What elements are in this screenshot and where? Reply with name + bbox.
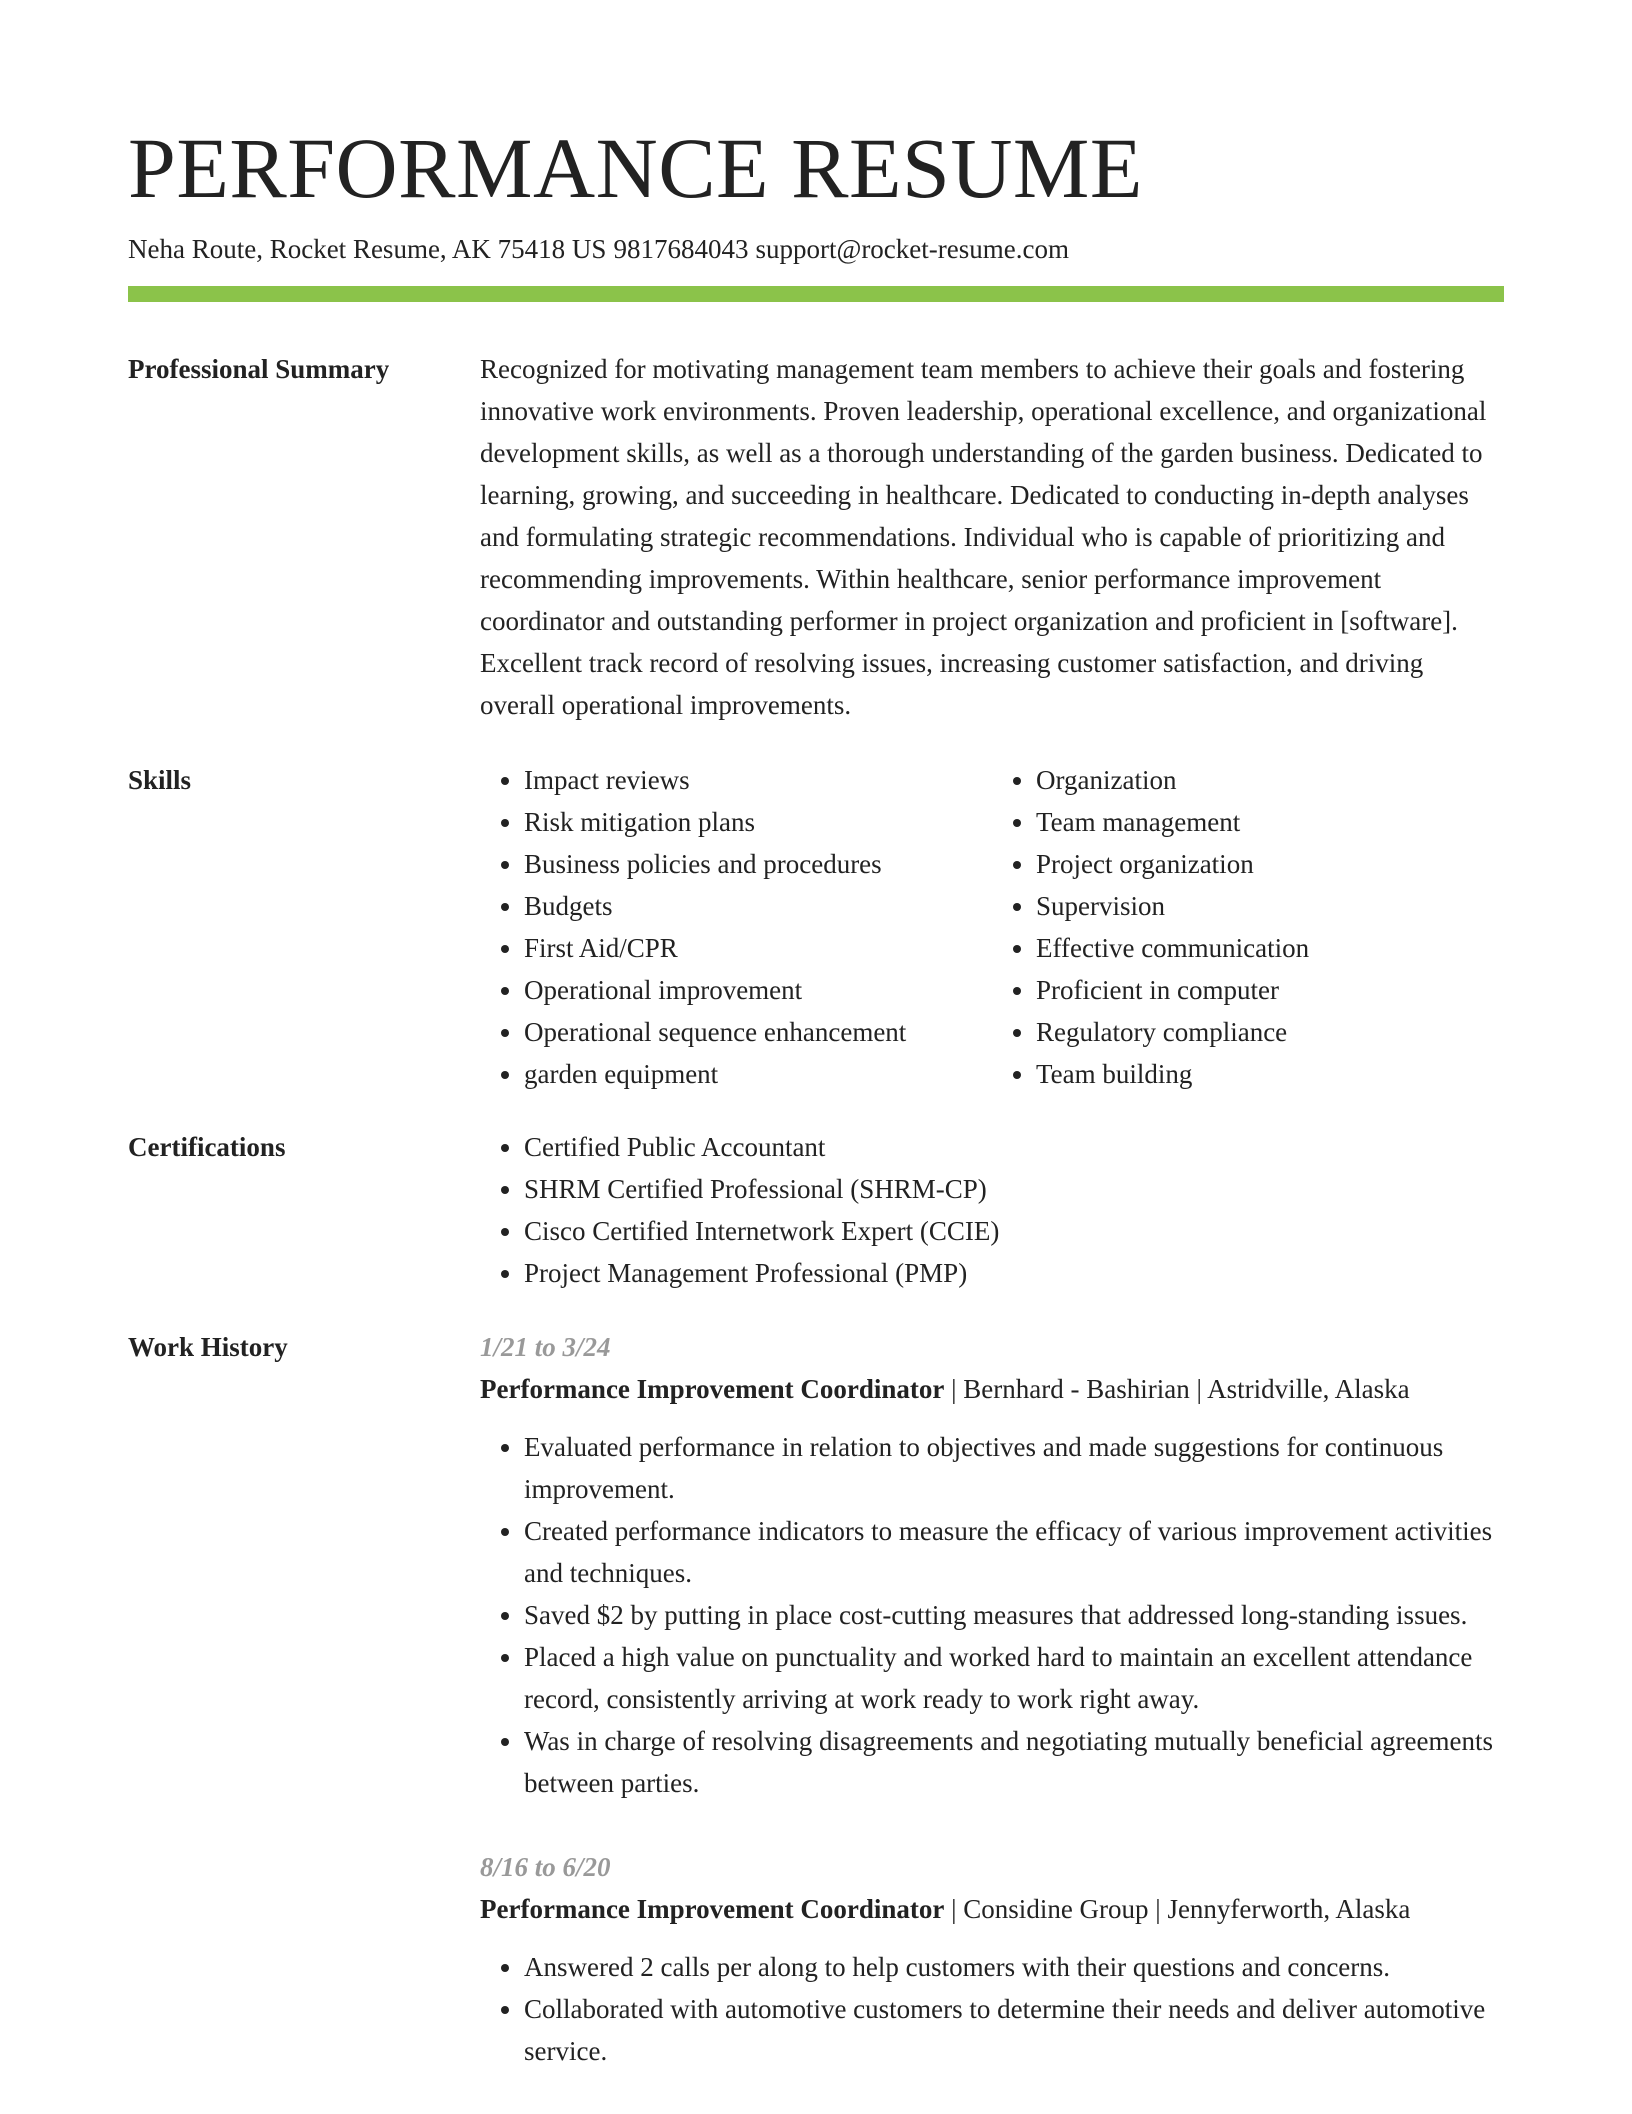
skill-item: • Regulatory compliance [1036,1011,1504,1053]
job-bullet: • Placed a high value on punctuality and worked hard to maintain an excellent attendance record, consistently arriving at work ready to work right away. [524,1636,1504,1720]
certification-item: • SHRM Certified Professional (SHRM-CP) [524,1168,1504,1210]
skill-item: • Project organization [1036,843,1504,885]
skill-item: • Organization [1036,759,1504,801]
job-details: | Bernhard - Bashirian | Astridville, Alaska [944,1374,1410,1404]
job-bullet: • Answered 2 calls per along to help customers with their questions and concerns. [524,1946,1504,1988]
job-title: Performance Improvement Coordinator [480,1894,945,1924]
contact-line [128,231,1076,267]
skills-heading: Skills [128,765,192,795]
skill-item: • Proficient in computer [1036,969,1504,1011]
job-entry [480,1846,1504,2072]
certifications-body [480,1126,1504,1294]
skill-item: • Operational sequence enhancement [524,1011,992,1053]
header-divider [128,286,1504,302]
certifications-heading: Certifications [128,1132,286,1162]
skill-item: • Business policies and procedures [524,843,992,885]
skills-list-left [480,759,992,1095]
certification-item: • Certified Public Accountant [524,1126,1504,1168]
job-heading [480,1368,1504,1410]
certification-item: • Project Management Professional (PMP) [524,1252,1504,1294]
job-heading [480,1888,1504,1930]
job-bullets [480,1946,1504,2072]
skill-item: • Effective communication [1036,927,1504,969]
job-bullet: • Collaborated with automotive customers to determine their needs and deliver automotive service. [524,1988,1504,2072]
summary-heading: Professional Summary [128,354,390,384]
skills-grid [480,759,1504,1095]
job-dates: 8/16 to 6/20 [480,1852,611,1882]
skill-item: • Supervision [1036,885,1504,927]
contact-address: Neha Route, Rocket Resume, AK 75418 US [128,234,607,264]
contact-phone: 9817684043 [613,234,749,264]
job-bullet: • Saved $2 by putting in place cost-cutting measures that addressed long-standing issues. [524,1594,1504,1636]
certification-item: • Cisco Certified Internetwork Expert (CCIE) [524,1210,1504,1252]
job-bullet: • Created performance indicators to measure the efficacy of various improvement activities and techniques. [524,1510,1504,1594]
skill-item: • Risk mitigation plans [524,801,992,843]
skill-item: • Team management [1036,801,1504,843]
work-history-heading: Work History [128,1332,288,1362]
work-history-body [480,1326,1504,2114]
skills-list-right [992,759,1504,1095]
job-bullets [480,1426,1504,1804]
resume-title: PERFORMANCE RESUME [128,120,1143,216]
skill-item: • Team building [1036,1053,1504,1095]
job-dates: 1/21 to 3/24 [480,1332,611,1362]
skill-item: • First Aid/CPR [524,927,992,969]
contact-email: support@rocket-resume.com [755,234,1069,264]
certifications-list [480,1126,1504,1294]
skill-item: • Impact reviews [524,759,992,801]
job-details: | Considine Group | Jennyferworth, Alaska [944,1894,1411,1924]
job-title: Performance Improvement Coordinator [480,1374,945,1404]
summary-body [480,348,1504,726]
skill-item: • Budgets [524,885,992,927]
job-bullet: • Evaluated performance in relation to objectives and made suggestions for continuous improvement. [524,1426,1504,1510]
job-bullet: • Was in charge of resolving disagreements and negotiating mutually beneficial agreements between parties. [524,1720,1504,1804]
skill-item: • garden equipment [524,1053,992,1095]
summary-text: Recognized for motivating management team members to achieve their goals and fostering innovative work environments. Proven leadership, operational excellence, and organizational development skills, as well as a thorough understanding of the garden business. Dedicated to learning, growing, and succeeding in healthcare. Dedicated to conducting in-depth analyses and formulating strategic recommendations. Individual who is capable of prioritizing and recommending improvements. Within healthcare, senior performance improvement coordinator and outstanding performer in project organization and proficient in [software]. Excellent track record of resolving issues, increasing customer satisfaction, and driving overall operational improvements. [480,354,1487,720]
job-entry [480,1326,1504,1804]
skills-body [480,759,1504,1095]
skill-item: • Operational improvement [524,969,992,1011]
